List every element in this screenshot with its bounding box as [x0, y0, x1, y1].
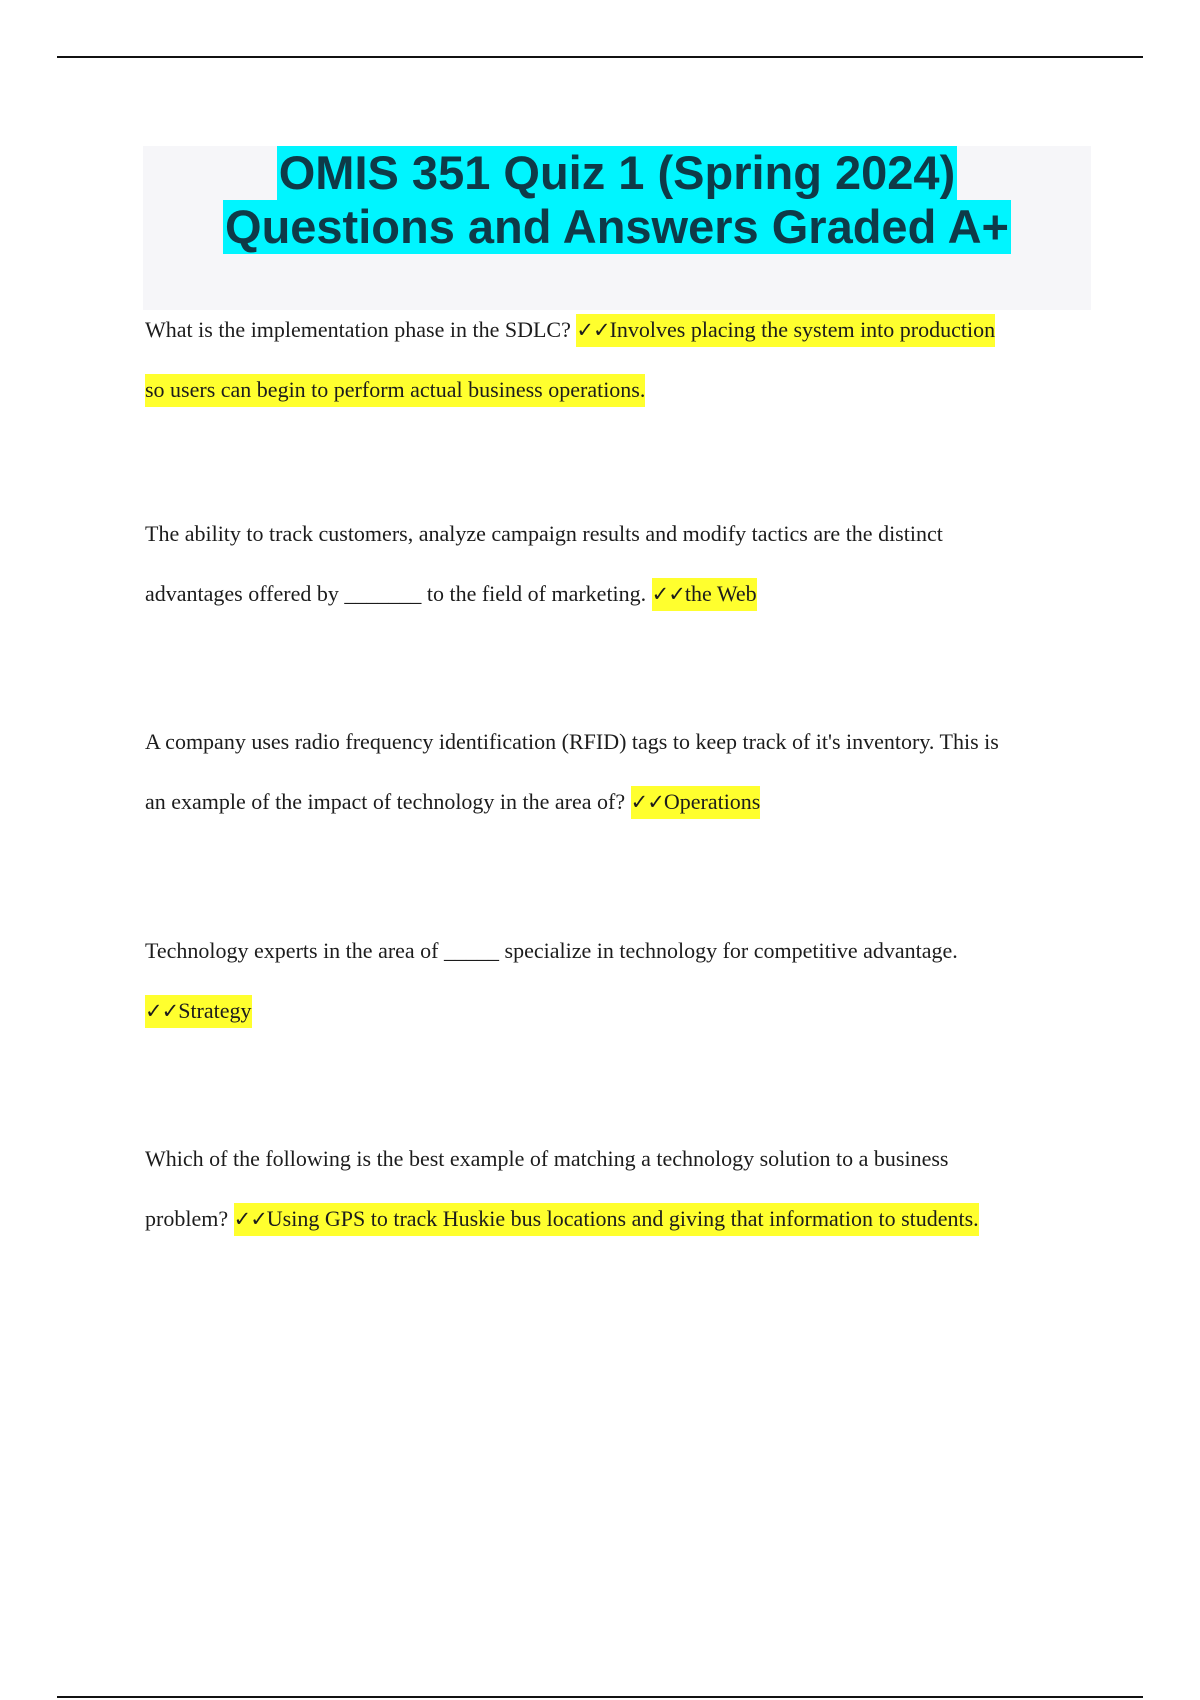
qa-line — [145, 712, 1095, 772]
answer-highlight — [145, 995, 252, 1028]
qa-line — [145, 921, 1095, 981]
question-text: A company uses radio frequency identification (RFID) tags to keep track of it's inventory. This is — [145, 729, 999, 754]
qa-line — [145, 504, 1095, 564]
qa-line — [145, 1189, 1095, 1249]
title-block — [143, 146, 1091, 310]
double-check-icon: ✓✓ — [576, 318, 610, 342]
question-text: problem? — [145, 1206, 229, 1231]
qa-line — [145, 1129, 1095, 1189]
answer-highlight — [576, 314, 995, 347]
qa-item-2 — [145, 504, 1095, 624]
answer-highlight — [631, 786, 761, 819]
question-text: The ability to track customers, analyze campaign results and modify tactics are the distinct — [145, 521, 943, 546]
qa-item-3 — [145, 712, 1095, 832]
question-text: an example of the impact of technology in the area of? — [145, 789, 626, 814]
answer-text: Operations — [663, 789, 761, 814]
qa-item-5 — [145, 1129, 1095, 1249]
answer-highlight — [234, 1203, 979, 1236]
answer-text: Strategy — [178, 998, 252, 1023]
qa-line — [145, 564, 1095, 624]
header-rule — [57, 56, 1143, 58]
question-text: advantages offered by _______ to the field of marketing. — [145, 581, 647, 606]
answer-text: Using GPS to track Huskie bus locations and giving that information to students. — [266, 1206, 979, 1231]
question-text: Technology experts in the area of _____ specialize in technology for competitive advantage. — [145, 938, 958, 963]
double-check-icon: ✓✓ — [145, 999, 179, 1023]
title-line-1: OMIS 351 Quiz 1 (Spring 2024) — [278, 146, 956, 199]
question-text: What is the implementation phase in the SDLC? — [145, 317, 571, 342]
answer-text: the Web — [684, 581, 757, 606]
answer-highlight — [652, 578, 757, 611]
qa-line — [145, 981, 1095, 1041]
qa-line — [145, 300, 1095, 360]
answer-text: so users can begin to perform actual business operations. — [145, 377, 646, 402]
qa-item-1 — [145, 300, 1095, 420]
answer-text: Involves placing the system into production — [609, 317, 996, 342]
question-text: Which of the following is the best example of matching a technology solution to a business — [145, 1146, 949, 1171]
title-line-2: Questions and Answers Graded A+ — [225, 200, 1009, 253]
footer-rule — [57, 1696, 1143, 1698]
qa-item-4 — [145, 921, 1095, 1041]
double-check-icon: ✓✓ — [630, 790, 664, 814]
double-check-icon: ✓✓ — [233, 1207, 267, 1231]
qa-line — [145, 360, 1095, 420]
qa-line — [145, 772, 1095, 832]
double-check-icon: ✓✓ — [651, 582, 685, 606]
answer-highlight — [145, 374, 645, 407]
